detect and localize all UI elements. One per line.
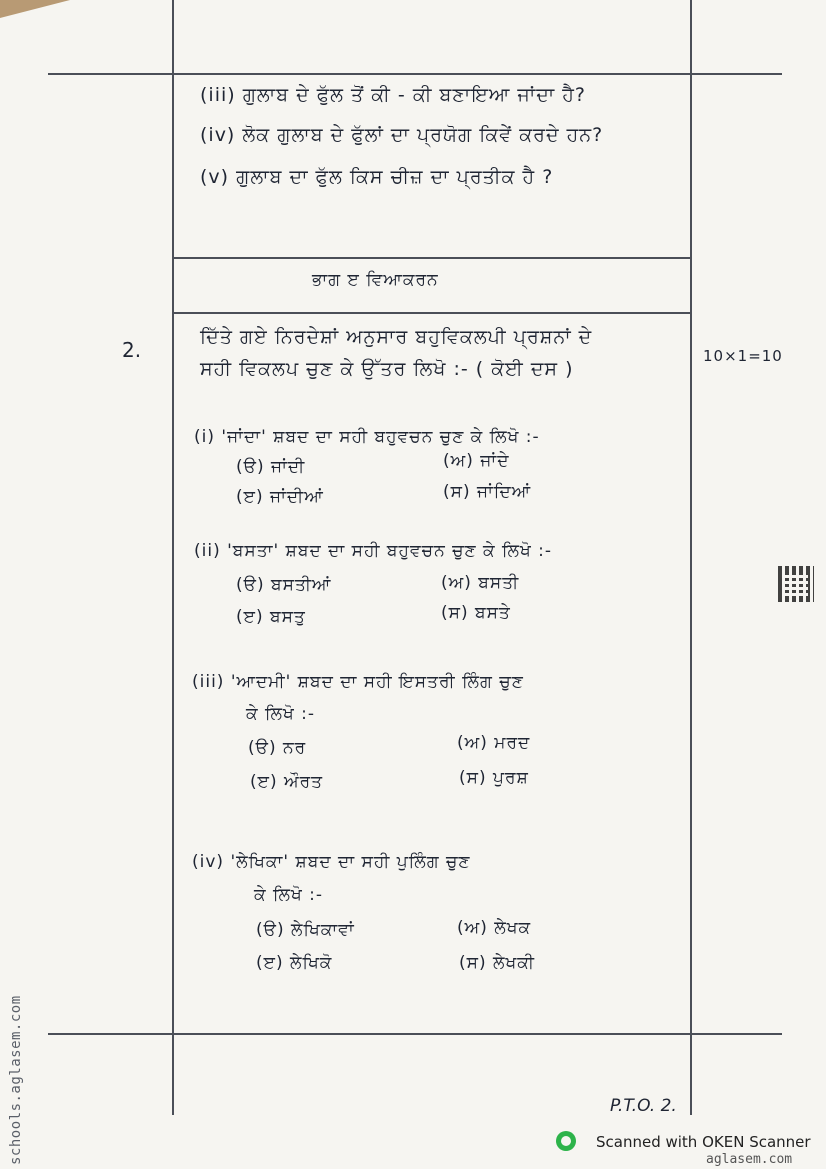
paper-corner	[0, 0, 70, 18]
item-iii-prompt-cont: ਕੇ ਲਿਖੋ :-	[246, 704, 316, 724]
left-column-rule	[172, 0, 174, 1115]
item-ii-option-d: (ਸ) ਬਸਤੇ	[441, 603, 511, 623]
question-1-iv: (iv) ਲੋਕ ਗੁਲਾਬ ਦੇ ਫੁੱਲਾਂ ਦਾ ਪ੍ਰਯੋਗ ਕਿਵੇਂ ਕਰਦੇ ਹਨ?	[200, 124, 604, 146]
row-rule-top	[48, 73, 782, 75]
item-iii-option-c: (ੲ) ਔਰਤ	[250, 772, 323, 792]
item-iv-prompt-cont: ਕੇ ਲਿਖੋ :-	[254, 885, 324, 905]
item-iv-option-a: (ੳ) ਲੇਖਿਕਾਵਾਂ	[256, 920, 355, 940]
page-turn-note: P.T.O. 2.	[610, 1096, 677, 1116]
item-iv-option-d: (ਸ) ਲੇਖਕੀ	[459, 953, 535, 973]
instruction-line-2: ਸਹੀ ਵਿਕਲਪ ਚੁਣ ਕੇ ਉੱਤਰ ਲਿਖੋ :- ( ਕੋਈ ਦਸ )	[200, 358, 574, 380]
item-iii-prompt: (iii) 'ਆਦਮੀ' ਸ਼ਬਦ ਦਾ ਸਹੀ ਇਸਤਰੀ ਲਿੰਗ ਚੁਣ	[192, 672, 524, 692]
question-number: 2.	[122, 338, 142, 362]
item-iv-option-b: (ਅ) ਲੇਖਕ	[457, 918, 532, 938]
item-i-option-b: (ਅ) ਜਾਂਦੇ	[443, 451, 510, 471]
side-watermark: schools.aglasem.com	[8, 995, 24, 1165]
item-iii-option-b: (ਅ) ਮਰਦ	[457, 733, 531, 753]
marks-allocation: 10×1=10	[703, 347, 783, 365]
section-heading: ਭਾਗ ੲ ਵਿਆਕਰਨ	[312, 270, 439, 290]
item-iv-option-c: (ੲ) ਲੇਖਿਕੋ	[256, 953, 333, 973]
instruction-line-1: ਦਿੱਤੇ ਗਏ ਨਿਰਦੇਸ਼ਾਂ ਅਨੁਸਾਰ ਬਹੁਵਿਕਲਪੀ ਪ੍ਰਸ਼ਨਾਂ ਦੇ	[200, 326, 593, 348]
item-iii-option-d: (ਸ) ਪੁਰਸ਼	[459, 768, 529, 788]
qr-code-icon	[778, 566, 814, 602]
row-rule-bottom	[48, 1033, 782, 1035]
item-ii-prompt: (ii) 'ਬਸਤਾ' ਸ਼ਬਦ ਦਾ ਸਹੀ ਬਹੁਵਚਨ ਚੁਣ ਕੇ ਲਿਖੋ :-	[194, 541, 553, 561]
question-1-v: (v) ਗੁਲਾਬ ਦਾ ਫੁੱਲ ਕਿਸ ਚੀਜ਼ ਦਾ ਪ੍ਰਤੀਕ ਹੈ ?	[200, 166, 554, 188]
item-i-option-c: (ੲ) ਜਾਂਦੀਆਂ	[236, 487, 324, 507]
row-rule-q2	[172, 312, 690, 314]
item-i-option-d: (ਸ) ਜਾਂਦਿਆਂ	[443, 482, 532, 502]
item-i-prompt: (i) 'ਜਾਂਦਾ' ਸ਼ਬਦ ਦਾ ਸਹੀ ਬਹੁਵਚਨ ਚੁਣ ਕੇ ਲਿਖੋ :-	[194, 427, 540, 447]
item-iv-prompt: (iv) 'ਲੇਖਿਕਾ' ਸ਼ਬਦ ਦਾ ਸਹੀ ਪੁਲਿੰਗ ਚੁਣ	[192, 852, 471, 872]
footer-site: aglasem.com	[706, 1152, 793, 1167]
item-iii-option-a: (ੳ) ਨਰ	[248, 738, 307, 758]
item-i-option-a: (ੳ) ਜਾਂਦੀ	[236, 457, 306, 477]
item-ii-option-c: (ੲ) ਬਸਤੁ	[236, 607, 306, 627]
scanner-credit: Scanned with OKEN Scanner	[596, 1133, 811, 1151]
item-ii-option-a: (ੳ) ਬਸਤੀਆਂ	[236, 575, 332, 595]
item-ii-option-b: (ਅ) ਬਸਤੀ	[441, 573, 520, 593]
question-1-iii: (iii) ਗੁਲਾਬ ਦੇ ਫੁੱਲ ਤੋਂ ਕੀ - ਕੀ ਬਣਾਇਆ ਜਾਂਦਾ ਹੈ?	[200, 84, 587, 106]
right-column-rule	[690, 0, 692, 1115]
scanner-logo-icon	[556, 1131, 576, 1151]
row-rule-section	[172, 257, 690, 259]
